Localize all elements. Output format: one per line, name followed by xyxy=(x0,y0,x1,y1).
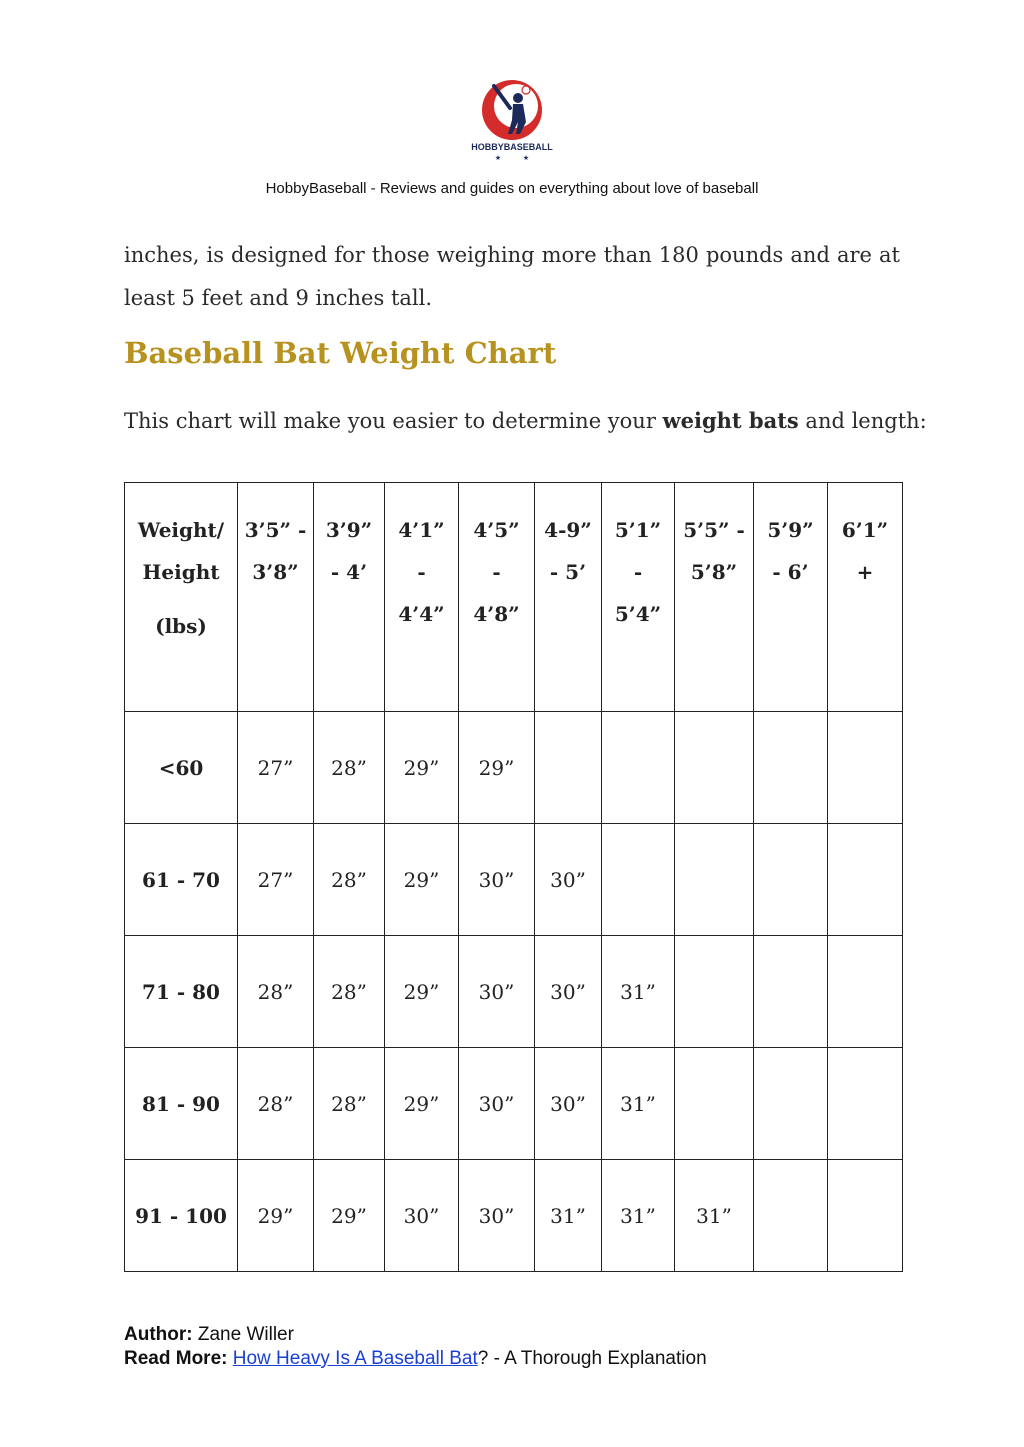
header-height-line: 4-9” xyxy=(544,518,592,542)
bat-weight-chart-table xyxy=(124,482,903,1272)
header-height-range xyxy=(754,483,828,712)
bat-length-cell: 28” xyxy=(314,712,385,824)
header-height-line: - 4’ xyxy=(330,560,368,584)
bat-length-cell xyxy=(828,1160,903,1272)
bat-length-cell: 28” xyxy=(314,936,385,1048)
bat-length-cell: 29” xyxy=(459,712,535,824)
section-title: Baseball Bat Weight Chart xyxy=(124,336,557,370)
header-height-line: 5’5” - xyxy=(683,518,745,542)
header-height-label: Height xyxy=(142,560,220,584)
bat-length-cell: 28” xyxy=(314,824,385,936)
header-height-line: 5’8” xyxy=(690,560,738,584)
bat-length-cell: 27” xyxy=(238,824,314,936)
header-height-line: 3’8” xyxy=(252,560,299,584)
header-height-line: - 6’ xyxy=(772,560,809,584)
bat-length-cell: 29” xyxy=(385,1048,459,1160)
header-height-range xyxy=(314,483,385,712)
header-height-line: + xyxy=(856,560,874,584)
bat-length-cell xyxy=(828,936,903,1048)
header-height-range xyxy=(238,483,314,712)
bat-length-cell xyxy=(675,824,754,936)
bat-length-cell: 31” xyxy=(675,1160,754,1272)
row-weight-label: 91 - 100 xyxy=(125,1160,238,1272)
bat-length-cell: 30” xyxy=(459,936,535,1048)
bat-length-cell: 30” xyxy=(459,1160,535,1272)
bat-length-cell: 28” xyxy=(314,1048,385,1160)
bat-length-cell: 29” xyxy=(314,1160,385,1272)
header-height-line: 3’5” - xyxy=(244,518,307,542)
header-height-range xyxy=(828,483,903,712)
bat-length-cell: 29” xyxy=(385,936,459,1048)
bat-length-cell: 27” xyxy=(238,712,314,824)
bat-length-cell: 30” xyxy=(535,936,602,1048)
header-height-line: - xyxy=(417,560,426,584)
header-height-range xyxy=(459,483,535,712)
bat-length-cell: 29” xyxy=(385,824,459,936)
bat-length-cell: 29” xyxy=(238,1160,314,1272)
header-height-line: 6’1” xyxy=(841,518,889,542)
svg-text:★: ★ xyxy=(522,154,530,162)
author-name: Zane Willer xyxy=(192,1324,294,1345)
table-row xyxy=(125,712,903,824)
header-height-range xyxy=(535,483,602,712)
bat-length-cell xyxy=(675,936,754,1048)
lead-paragraph xyxy=(124,408,927,433)
bat-length-cell: 31” xyxy=(602,936,675,1048)
header-height-line: 5’4” xyxy=(614,602,662,626)
svg-text:★: ★ xyxy=(494,154,502,162)
logo-wordmark: HOBBYBASEBALL xyxy=(471,142,553,152)
bat-length-cell: 28” xyxy=(238,936,314,1048)
table-row xyxy=(125,824,903,936)
author-line xyxy=(124,1323,707,1347)
site-tagline: HobbyBaseball - Reviews and guides on everything about love of baseball xyxy=(265,180,759,197)
header-height-line: 4’8” xyxy=(473,602,520,626)
footer xyxy=(124,1323,707,1371)
header-height-line: 5’9” xyxy=(767,518,814,542)
hobbybaseball-logo xyxy=(466,72,558,164)
bat-length-cell xyxy=(754,1160,828,1272)
table-header xyxy=(125,483,903,712)
bat-length-cell: 31” xyxy=(602,1048,675,1160)
header-height-line: 5’1” xyxy=(614,518,662,542)
bat-length-cell: 30” xyxy=(535,1048,602,1160)
bat-length-cell xyxy=(828,1048,903,1160)
lead-text-bold: weight bats xyxy=(662,408,799,433)
header-height-line: 3’9” xyxy=(325,518,373,542)
table-body xyxy=(125,712,903,1272)
header-weight-label: Weight/ xyxy=(137,518,225,542)
row-weight-label: 81 - 90 xyxy=(125,1048,238,1160)
read-more-label: Read More: xyxy=(124,1348,228,1369)
header-height-range xyxy=(675,483,754,712)
bat-length-cell xyxy=(754,824,828,936)
table-row xyxy=(125,1048,903,1160)
author-label: Author: xyxy=(124,1324,193,1345)
read-more-line xyxy=(124,1347,707,1371)
intro-paragraph: inches, is designed for those weighing more than 180 pounds and are at least 5 feet and 9 inches tall. xyxy=(124,243,900,310)
header-height-range xyxy=(602,483,675,712)
header-height-line: 4’4” xyxy=(398,602,445,626)
header-height-line: 4’1” xyxy=(398,518,445,542)
bat-length-cell xyxy=(754,712,828,824)
bat-length-cell xyxy=(602,712,675,824)
row-weight-label: <60 xyxy=(125,712,238,824)
table-row xyxy=(125,1160,903,1272)
header-height-line: - 5’ xyxy=(549,560,587,584)
header-row xyxy=(125,483,903,712)
header-height-line: - xyxy=(633,560,643,584)
row-weight-label: 71 - 80 xyxy=(125,936,238,1048)
header-weight-height xyxy=(125,483,238,712)
lead-text-after: and length: xyxy=(798,409,927,433)
bat-length-cell: 30” xyxy=(459,1048,535,1160)
bat-length-cell xyxy=(675,712,754,824)
bat-length-cell: 31” xyxy=(602,1160,675,1272)
read-more-suffix: ? - A Thorough Explanation xyxy=(477,1348,707,1369)
header-height-line: - xyxy=(492,560,501,584)
header-height-line: 4’5” xyxy=(473,518,520,542)
bat-length-cell: 29” xyxy=(385,712,459,824)
bat-length-cell xyxy=(535,712,602,824)
header-lbs-label: (lbs) xyxy=(155,614,207,638)
bat-length-cell xyxy=(754,936,828,1048)
bat-length-cell xyxy=(602,824,675,936)
bat-length-cell xyxy=(675,1048,754,1160)
lead-text-before: This chart will make you easier to determine your xyxy=(124,409,663,433)
bat-length-cell: 30” xyxy=(385,1160,459,1272)
table-row xyxy=(125,936,903,1048)
row-weight-label: 61 - 70 xyxy=(125,824,238,936)
bat-length-cell xyxy=(754,1048,828,1160)
bat-length-cell: 30” xyxy=(535,824,602,936)
bat-length-cell xyxy=(828,712,903,824)
read-more-link[interactable]: How Heavy Is A Baseball Bat xyxy=(232,1348,478,1369)
bat-length-cell: 28” xyxy=(238,1048,314,1160)
bat-length-cell: 31” xyxy=(535,1160,602,1272)
bat-length-cell: 30” xyxy=(459,824,535,936)
header-height-range xyxy=(385,483,459,712)
bat-length-cell xyxy=(828,824,903,936)
